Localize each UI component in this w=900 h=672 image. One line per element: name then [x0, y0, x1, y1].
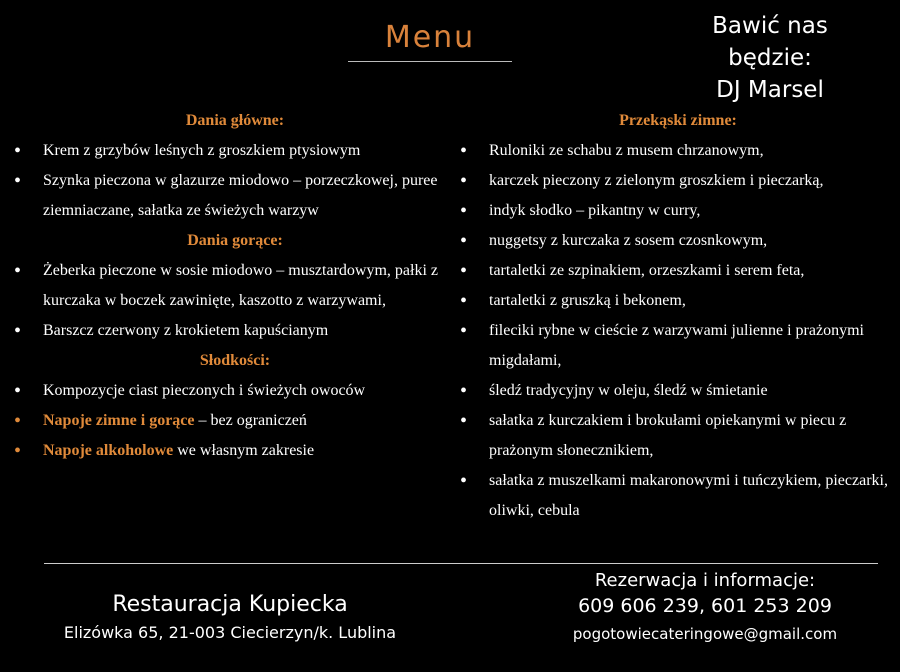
dj-announcement [670, 10, 870, 106]
main-dishes-list [10, 136, 440, 226]
list-item: • sałatka z muszelkami makaronowymi i tuńczykiem, pieczarki, oliwki, cebula [456, 466, 900, 526]
drinks-highlight: Napoje zimne i gorące [43, 412, 195, 429]
list-item: • fileciki rybne w cieście z warzywami julienne i prażonymi migdałami, [456, 316, 900, 376]
list-item: • karczek pieczony z zielonym groszkiem i pieczarką, [456, 166, 900, 196]
contact-info [540, 570, 870, 643]
cold-appetizers-title: Przekąski zimne: [619, 112, 737, 129]
drinks-detail: – bez ograniczeń [194, 412, 307, 429]
right-menu-column [456, 106, 900, 526]
list-item: • Szynka pieczona w glazurze miodowo – porzeczkowej, puree ziemniaczane, sałatka ze świeżych warzyw [10, 166, 440, 226]
dj-label: Bawić nas będzie: [712, 13, 828, 71]
list-item: • Krem z grzybów leśnych z groszkiem ptysiowym [10, 136, 440, 166]
sweets-list [10, 376, 440, 466]
list-item: • Kompozycje ciast pieczonych i świeżych owoców [10, 376, 440, 406]
contact-title: Rezerwacja i informacje: [594, 570, 816, 591]
list-item: • tartaletki ze szpinakiem, orzeszkami i serem feta, [456, 256, 900, 286]
title-divider [348, 61, 512, 62]
sweets-title: Słodkości: [199, 352, 271, 369]
contact-phones: 609 606 239, 601 253 209 [578, 595, 832, 617]
list-item: • indyk słodko – pikantny w curry, [456, 196, 900, 226]
main-dishes-title: Dania główne: [185, 112, 285, 129]
left-menu-column [10, 106, 440, 466]
menu-title: Menu [384, 20, 476, 55]
hot-dishes-list [10, 256, 440, 346]
list-item: • sałatka z kurczakiem i brokułami opiekanymi w piecu z prażonym słonecznikiem, [456, 406, 900, 466]
list-item: • Barszcz czerwony z krokietem kapuścianym [10, 316, 440, 346]
list-item: • Żeberka pieczone w sosie miodowo – musztardowym, pałki z kurczaka w boczek zawinięte, kaszotto z warzywami, [10, 256, 440, 316]
list-item: • nuggetsy z kurczaka z sosem czosnkowym, [456, 226, 900, 256]
drinks-detail: we własnym zakresie [173, 442, 315, 459]
drinks-highlight: Napoje alkoholowe [43, 442, 174, 459]
list-item: • śledź tradycyjny w oleju, śledź w śmietanie [456, 376, 900, 406]
restaurant-info [60, 592, 400, 642]
list-item: • Ruloniki ze schabu z musem chrzanowym, [456, 136, 900, 166]
dj-name: DJ Marsel [716, 77, 824, 103]
cold-appetizers-list [456, 136, 900, 526]
list-item: • tartaletki z gruszką i bekonem, [456, 286, 900, 316]
hot-dishes-title: Dania gorące: [187, 232, 283, 249]
contact-email: pogotowiecateringowe@gmail.com [572, 625, 838, 643]
restaurant-address: Elizówka 65, 21-003 Ciecierzyn/k. Lublina [63, 623, 397, 642]
drinks-item [10, 436, 440, 466]
restaurant-name: Restauracja Kupiecka [112, 592, 348, 617]
drinks-item [10, 406, 440, 436]
footer-divider [44, 563, 878, 564]
